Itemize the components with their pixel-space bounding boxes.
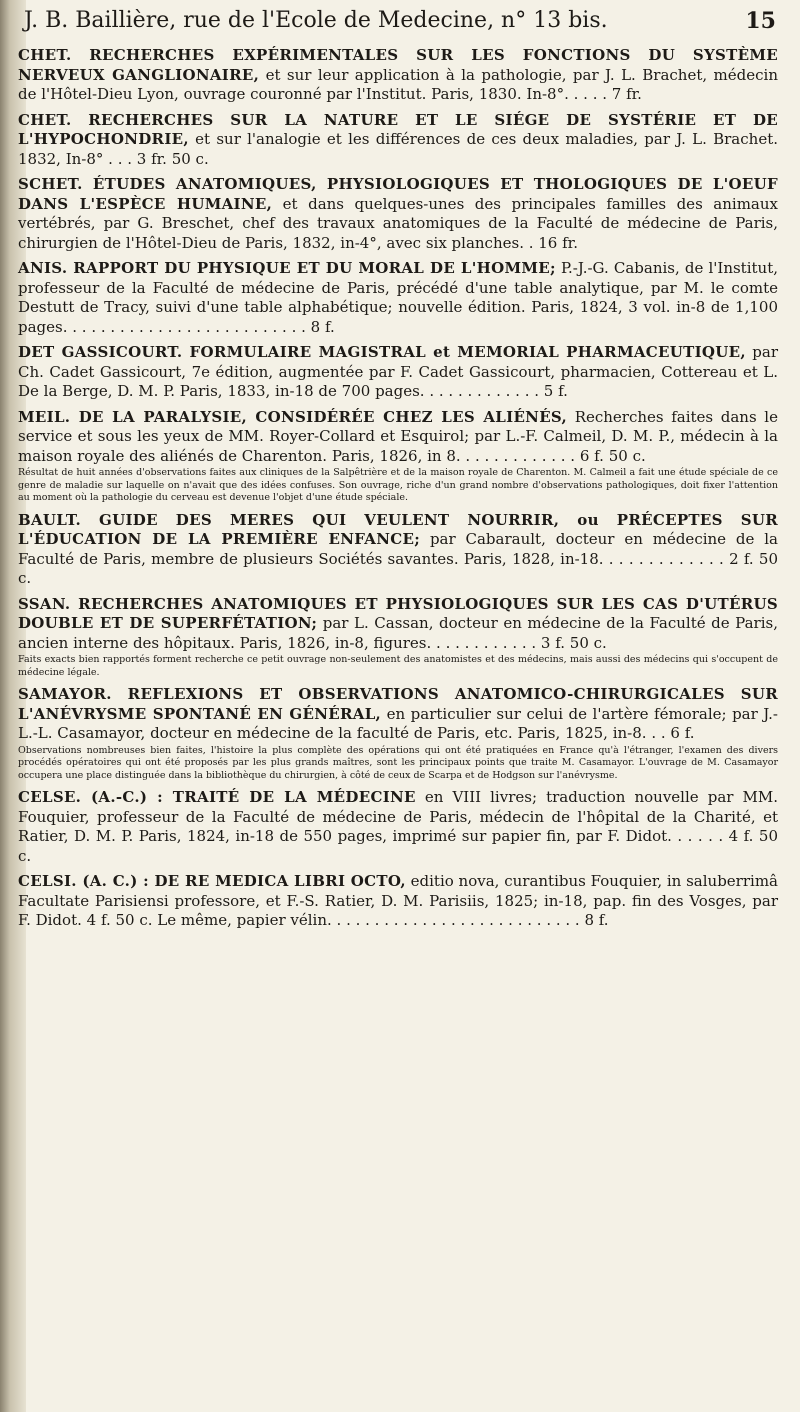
entry-description: et sur leur application à la pathologie, par J. L. Brachet, médecin de l'Hôtel-Dieu Lyon, ouvrage couronné par l'Institut. Paris, 1830. In-8°. . . . . 7 fr.	[18, 65, 778, 103]
entry-text	[18, 788, 778, 866]
entry-text	[18, 175, 778, 253]
entry-description: et dans quelques-unes des principales familles des animaux vertébrés, par G. Breschet, chef des travaux anatomiques de la Faculté de médecine de Paris, chirurgien de l'Hôtel-Dieu de Paris, 1832, in-4°, avec six planches. . 16 fr.	[18, 194, 778, 252]
header-publisher: J. B. Baillière, rue de l'Ecole de Medecine, n° 13 bis.	[24, 8, 608, 33]
entry-description: par Ch. Cadet Gassicourt, 7e édition, augmentée par F. Cadet Gassicourt, pharmacien, Cottereau et L. De la Berge, D. M. P. Paris, 1833, in-18 de 700 pages. . . . . . . . . . . . . 5 f.	[18, 343, 778, 400]
catalog-entry	[18, 46, 778, 105]
entry-title: CHET. RECHERCHES EXPÉRIMENTALES SUR LES FONCTIONS DU SYSTÈME NERVEUX GANGLIONAIRE,	[18, 46, 778, 84]
catalog-page	[18, 4, 778, 937]
entry-description: editio nova, curantibus Fouquier, in saluberrimâ Facultate Parisiensi professore, et F.-S. Ratier, D. M. Parisiis, 1825; in-18, pap. fin des Vosges, par F. Didot. 4 f. 50 c. Le même, papier vélin. . . . . . . . . . . . . . . . . . . . . . . . . . . 8 f.	[18, 872, 778, 929]
entry-note: Faits exacts bien rapportés forment recherche ce petit ouvrage non-seulement des anatomistes et des médecins, mais aussi des médecins qui s'occupent de médecine légale.	[18, 654, 778, 678]
entry-title: BAULT. GUIDE DES MERES QUI VEULENT NOURRIR, ou PRÉCEPTES SUR L'ÉDUCATION DE LA PREMIÈRE ENFANCE;	[18, 510, 778, 548]
catalog-entry	[18, 788, 778, 866]
entry-text	[18, 46, 778, 105]
catalog-entry	[18, 511, 778, 589]
entry-title: CELSE. (A.-C.) : TRAITÉ DE LA MÉDECINE	[18, 788, 416, 806]
catalog-entries	[18, 46, 778, 931]
page-header	[24, 4, 778, 38]
entry-text	[18, 111, 778, 170]
catalog-entry	[18, 259, 778, 337]
entry-text	[18, 259, 778, 337]
page-number: 15	[745, 8, 776, 34]
entry-title: SAMAYOR. REFLEXIONS ET OBSERVATIONS ANATOMICO-CHIRURGICALES SUR L'ANÉVRYSME SPONTANÉ EN GÉNÉRAL,	[18, 685, 778, 723]
entry-title: DET GASSICOURT. FORMULAIRE MAGISTRAL et MEMORIAL PHARMACEUTIQUE,	[18, 343, 746, 361]
entry-text	[18, 408, 778, 467]
entry-description: et sur l'analogie et les différences de ces deux maladies, par J. L. Brachet. 1832, In-8° . . . 3 fr. 50 c.	[18, 130, 778, 168]
entry-title: CELSI. (A. C.) : DE RE MEDICA LIBRI OCTO,	[18, 872, 406, 890]
entry-description: P.-J.-G. Cabanis, de l'Institut, professeur de la Faculté de médecine de Paris, précédé d'une table analytique, par M. le comte Destutt de Tracy, suivi d'une table alphabétique; nouvelle édition. Paris, 1824, 3 vol. in-8 de 1,100 pages. . . . . . . . . . . . . . . . . . . . . . . . . . 8 f.	[18, 259, 778, 336]
entry-title: MEIL. DE LA PARALYSIE, CONSIDÉRÉE CHEZ LES ALIÉNÉS,	[18, 407, 568, 426]
catalog-entry	[18, 175, 778, 253]
catalog-entry	[18, 872, 778, 931]
catalog-entry	[18, 408, 778, 505]
entry-text	[18, 343, 778, 402]
entry-title: ANIS. RAPPORT DU PHYSIQUE ET DU MORAL DE L'HOMME;	[18, 259, 556, 277]
entry-title: SCHET. ÉTUDES ANATOMIQUES, PHYSIOLOGIQUES ET THOLOGIQUES DE L'OEUF DANS L'ESPÈCE HUMAINE,	[18, 175, 778, 213]
entry-title: SSAN. RECHERCHES ANATOMIQUES ET PHYSIOLOGIQUES SUR LES CAS D'UTÉRUS DOUBLE ET DE SUPERFÉTATION;	[18, 594, 778, 632]
entry-text	[18, 511, 778, 589]
entry-title: CHET. RECHERCHES SUR LA NATURE ET LE SIÉGE DE SYSTÉRIE ET DE L'HYPOCHONDRIE,	[18, 110, 778, 148]
entry-text	[18, 685, 778, 744]
entry-description: par L. Cassan, docteur en médecine de la Faculté de Paris, ancien interne des hôpitaux. Paris, 1826, in-8, figures. . . . . . . . . . . . 3 f. 50 c.	[18, 614, 778, 652]
catalog-entry	[18, 685, 778, 782]
entry-text	[18, 872, 778, 931]
entry-description: Recherches faites dans le service et sous les yeux de MM. Royer-Collard et Esquirol; par L.-F. Calmeil, D. M. P., médecin à la maison royale des aliénés de Charenton. Paris, 1826, in 8. . . . . . . . . . . . . 6 f. 50 c.	[18, 407, 778, 465]
entry-note: Résultat de huit années d'observations faites aux cliniques de la Salpêtrière et de la maison royale de Charenton. M. Calmeil a fait une étude spéciale de ce genre de maladie sur laquelle on n'avait que des idées confuses. Son ouvrage, riche d'un grand nombre d'observations pathologiques, doit fixer l'attention au moment où la pathologie du cerveau est devenue l'objet d'une étude spéciale.	[18, 467, 778, 503]
entry-description: par Cabarault, docteur en médecine de la Faculté de Paris, membre de plusieurs Sociétés savantes. Paris, 1828, in-18. . . . . . . . . . . . . 2 f. 50 c.	[18, 530, 778, 587]
catalog-entry	[18, 343, 778, 402]
catalog-entry	[18, 595, 778, 680]
entry-note: Observations nombreuses bien faites, l'histoire la plus complète des opérations qui ont été pratiquées en France qu'à l'étranger, l'examen des divers procédés opératoires qui ont été proposés par les plus grands maîtres, sont les principaux points que traite M. Casamayor. L'ouvrage de M. Casamayor occupera une place distinguée dans la bibliothèque du chirurgien, à côté de ceux de Scarpa et de Hodgson sur l'anévrysme.	[18, 744, 778, 781]
entry-text	[18, 595, 778, 654]
entry-description: en particulier sur celui de l'artère fémorale; par J.-L.-L. Casamayor, docteur en médecine de la faculté de Paris, etc. Paris, 1825, in-8. . . 6 f.	[18, 704, 778, 742]
entry-description: en VIII livres; traduction nouvelle par MM. Fouquier, professeur de la Faculté de médecine de Paris, médecin de l'hôpital de la Charité, et Ratier, D. M. P. Paris, 1824, in-18 de 550 pages, imprimé sur papier fin, par F. Didot. . . . . . 4 f. 50 c.	[18, 788, 778, 865]
catalog-entry	[18, 111, 778, 170]
